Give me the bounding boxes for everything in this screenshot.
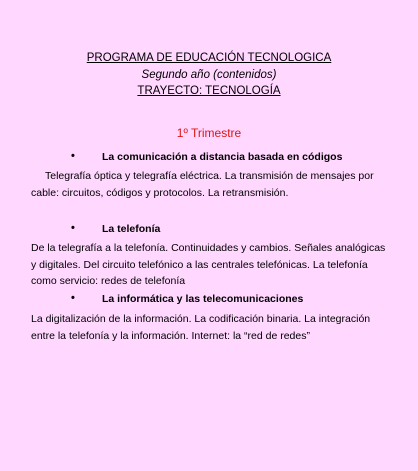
bullet-icon: • [71, 222, 75, 234]
section-heading-label: La informática y las telecomunicaciones [102, 293, 304, 305]
bullet-icon: • [71, 292, 75, 304]
subtitle-close: ) [272, 69, 277, 81]
subtitle-main: Segundo año ( [141, 69, 217, 81]
section-text-telefonia: De la telegrafía a la telefonía. Continuidades y cambios. Señales analógicas y digitales. Del circuito telefónico a las centrales telefónicas. La telefonía como servicio: redes de telefonía [31, 242, 386, 287]
section-heading-codigos [0, 150, 418, 166]
trimestre-heading: 1º Trimestre [176, 126, 242, 140]
trayecto-heading: TRAYECTO: TECNOLOGÍA [137, 85, 281, 97]
section-heading-label: La comunicación a distancia basada en códigos [102, 151, 343, 163]
section-heading-informatica [0, 292, 418, 308]
section-text-codigos: Telegrafía óptica y telegrafía eléctrica. La transmisión de mensajes por cable: circuitos, códigos y protocolos. La retransmisión. [31, 170, 374, 199]
document-title: PROGRAMA DE EDUCACIÓN TECNOLOGICA [86, 52, 332, 64]
bullet-icon: • [71, 150, 75, 162]
section-heading-telefonia [0, 222, 418, 238]
subtitle-paren: contenidos [216, 69, 273, 81]
section-text-informatica: La digitalización de la información. La codificación binaria. La integración entre la telefonía y la información. Internet: la “red de redes” [31, 313, 371, 342]
section-heading-label: La telefonía [102, 223, 161, 235]
